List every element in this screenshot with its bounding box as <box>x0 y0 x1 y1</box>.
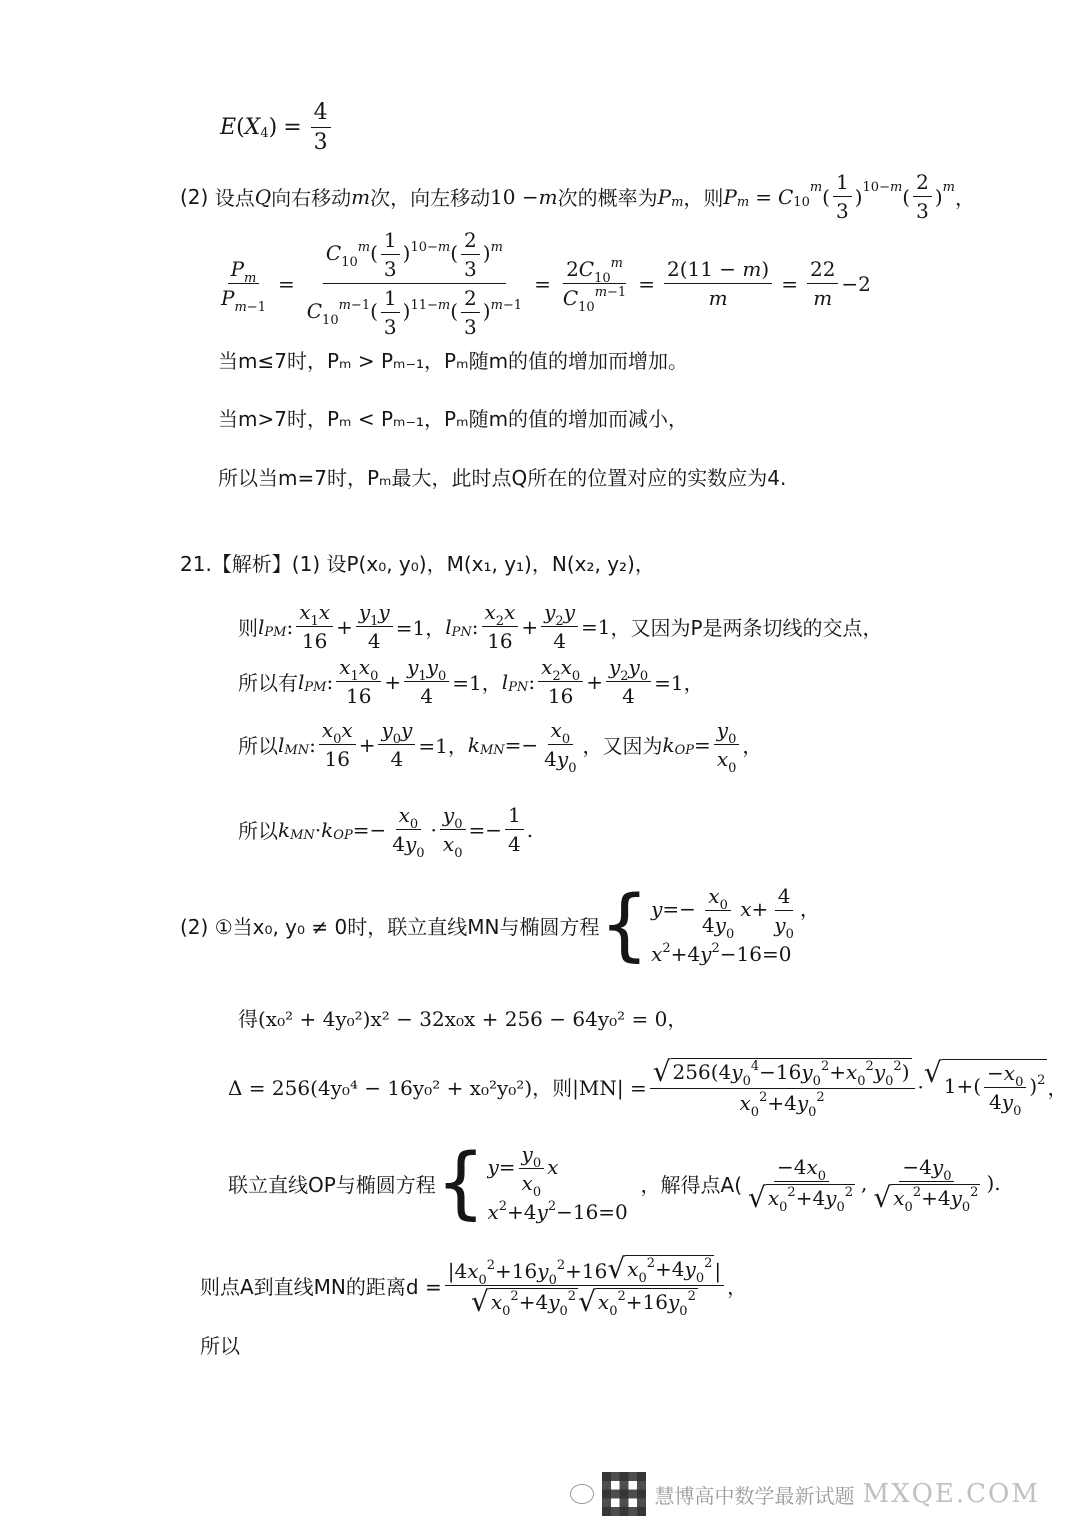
part2-probability-line: (2) 设点 Q 向右移动 m 次，向左移动 10 − m 次的概率为 P m ，则 P m = C 10 m ( $\frac{1}{3}$ ) 10−m ( $\frac{2}{3}$ ) m ， <box>180 170 975 223</box>
tangent-lines: 则 l PM : $\frac{x_1x}{16}$ + $\frac{y_1y}{4}$ =1， l PN : $\frac{x_2x}{16}$ + $\frac{y_2y}{4}$ =1 ，又因为P是两条切线的交点， <box>238 600 883 653</box>
distance-formula: 则点A到直线MN的距离d = $|4x_0^2+16y_0^2+16$ √ $x_0^2+4y_0^2$ | √ $x_0^2+4y_0^2$ √ $x_0^2+16y_0^2$ ， <box>200 1252 748 1319</box>
watermark-footer <box>570 1472 1040 1516</box>
watermark-text: 慧博高中数学最新试题 <box>654 1483 855 1508</box>
quadratic-equation: 得(x₀² + 4y₀²)x² − 32x₀x + 256 − 64y₀² = 0， <box>238 1007 688 1031</box>
qr-code-icon <box>602 1472 646 1516</box>
q21-heading: 21.【解析】(1) 设P(x₀, y₀)，M(x₁, y₁)，N(x₂, y₂)， <box>180 552 655 576</box>
site-watermark: MXQE.COM <box>862 1479 1040 1509</box>
fraction: $\frac{4}{3}$ <box>311 100 331 155</box>
ratio-equation: $\frac{P_m}{P_{m-1}}$ = $C_{10}^m$( $\frac{1}{3}$ )$^{10-m}$( $\frac{2}{3}$ )$^m$ $C_{10}^{m-1}$( $\frac{1}{3}$ )$^{11-m}$( $\frac{2}{3}$ )$^{m-1}$ = $\frac{2C_{10}^m}{C_{10}^{m-1}}$ = $\frac{2(11 - m)}{m}$ = $\frac{22}{m}$ −2 <box>221 228 871 339</box>
op-ellipse-system: 联立直线OP与椭圆方程 { y= $\frac{y_0}{x_0}$ x $x^2+4y^2-16=0$ ，解得点A( $-4x_0$ √ $x_0^2+4y_0^2$ , $-4y_0$ √ $x_0^2+4y_0^2$ ). <box>228 1138 1001 1228</box>
case1-text: 当m≤7时，Pₘ > Pₘ₋₁，Pₘ随m的值的增加而增加。 <box>218 349 689 373</box>
mn-line: 所以 l MN : $\frac{x_0x}{16}$ + $\frac{y_0y}{4}$ =1， k MN =− $\frac{x_0}{4y_0}$ ，又因为 k OP = $\frac{y_0}{x_0}$ ， <box>238 718 763 776</box>
part2-text: (2) <box>180 184 209 209</box>
case2-text: 当m>7时，Pₘ < Pₘ₋₁，Pₘ随m的值的增加而减小， <box>218 407 689 431</box>
chord-length: Δ = 256(4y₀⁴ − 16y₀² + x₀²y₀²)，则|MN| = √ $256(4y_0^4-16y_0^2+x_0^2y_0^2)$ $x_0^2+4y_0^2$ · √ 1+( $\frac{-x_0}{4y_0}$ )$^2$ ， <box>228 1055 1068 1120</box>
expectation-line: E ( X 4 ) = $\frac{4}{3}$ <box>220 100 334 155</box>
mn-ellipse-system: (2) ①当x₀, y₀ ≠ 0时，联立直线MN与椭圆方程 { y=− $\frac{x_0}{4y_0}$ x+ $\frac{4}{y_0}$ ， $x^2+4y^2-16=0$ <box>180 880 820 970</box>
slope-product: 所以 k MN · k OP =− $\frac{x_0}{4y_0}$ · $\frac{y_0}{x_0}$ =− $\frac{1}{4}$ . <box>238 803 534 861</box>
conclusion-text: 所以当m=7时，Pₘ最大，此时点Q所在的位置对应的实数应为4. <box>218 466 787 490</box>
so-text: 所以 <box>200 1334 240 1358</box>
wechat-icon <box>570 1484 594 1504</box>
substituted-lines: 所以有 l PM : $\frac{x_1x_0}{16}$ + $\frac{y_1y_0}{4}$ =1， l PN : $\frac{x_2x_0}{16}$ + $\frac{y_2y_0}{4}$ =1， <box>238 655 704 708</box>
